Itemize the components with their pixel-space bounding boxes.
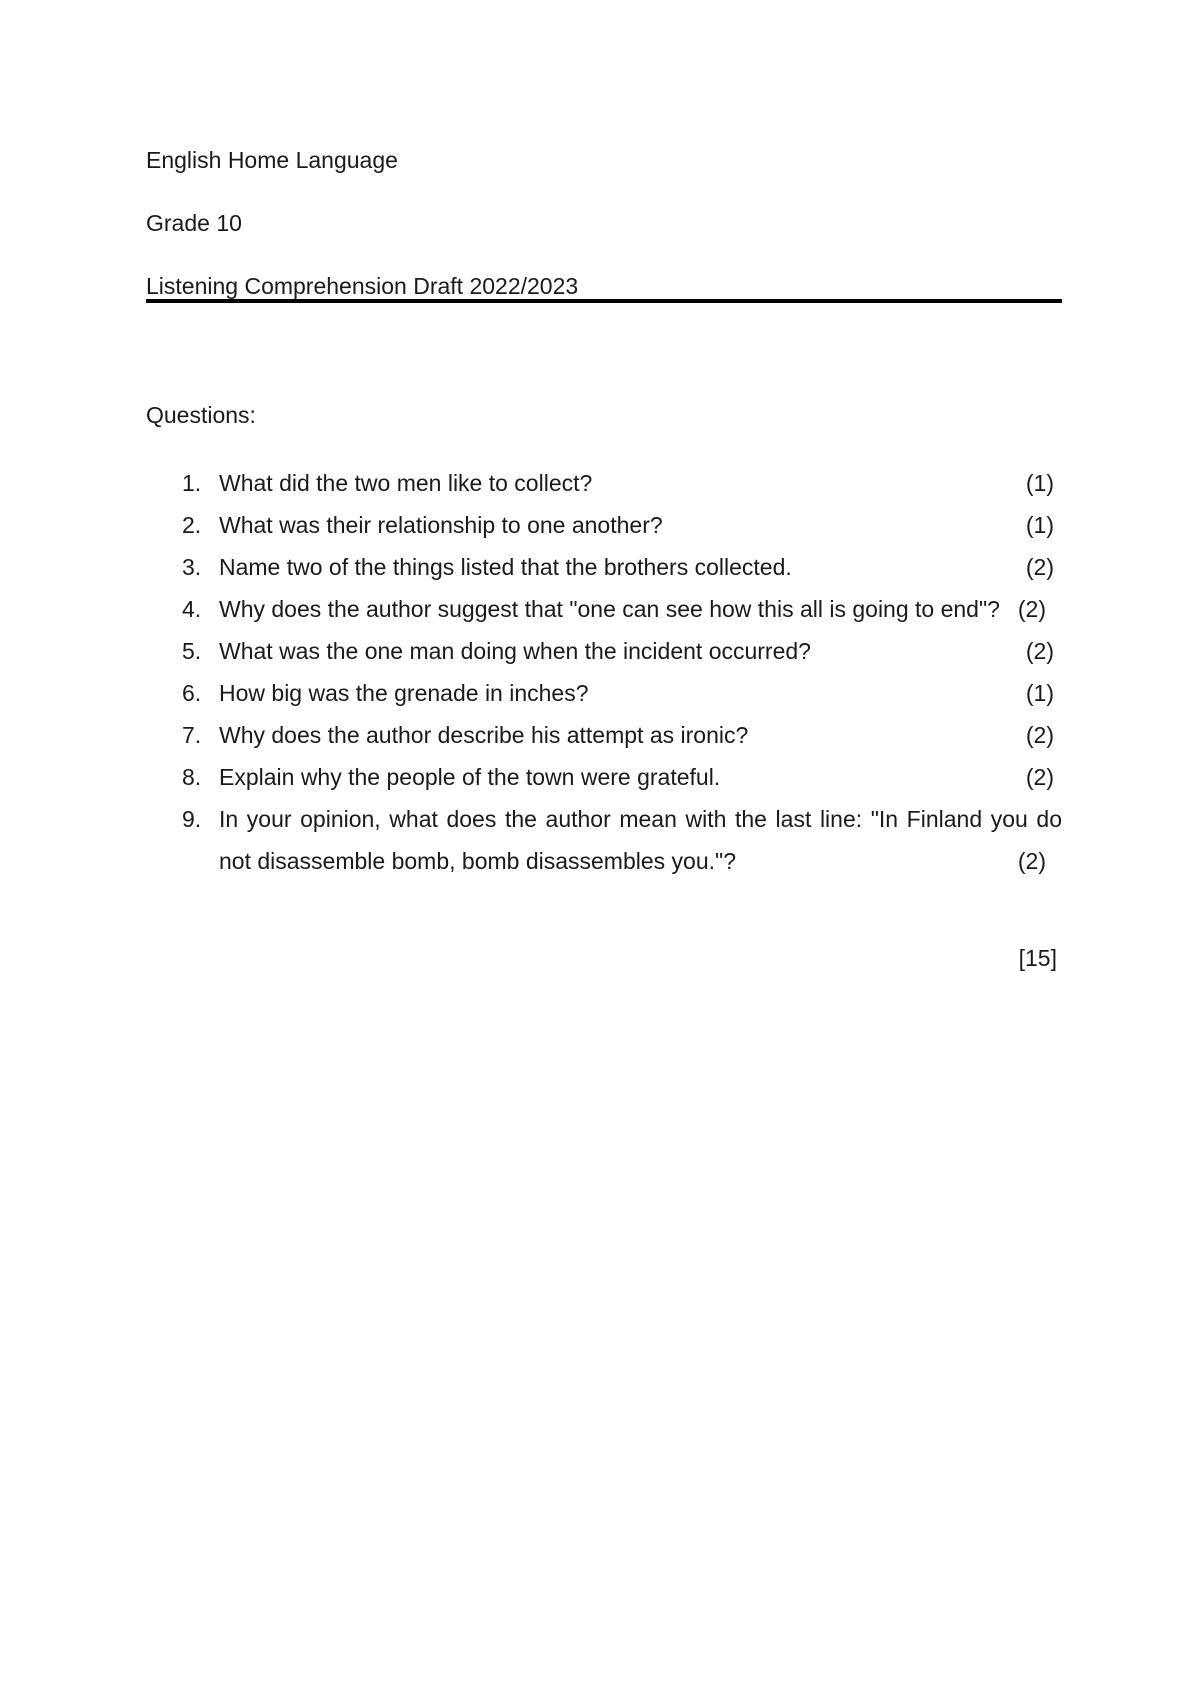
question-text: Name two of the things listed that the brothers collected. [219, 554, 792, 580]
question-mark: (2) [1025, 638, 1054, 664]
question-number: 4. [182, 596, 202, 622]
question-mark: (1) [1025, 512, 1054, 538]
question-text: Why does the author describe his attempt as ironic? [219, 722, 749, 748]
question-text-wrap [219, 714, 1062, 756]
subject-line: English Home Language [146, 147, 398, 173]
question-mark: (2) [1025, 764, 1054, 790]
total-marks: [15] [1018, 945, 1057, 971]
question-text: What did the two men like to collect? [219, 470, 593, 496]
question-item [146, 588, 1062, 630]
questions-heading: Questions: [146, 402, 256, 428]
question-text: How big was the grenade in inches? [219, 680, 589, 706]
question-number: 1. [182, 470, 202, 496]
question-mark: (2) [1017, 596, 1046, 622]
question-number: 5. [182, 638, 202, 664]
question-text: What was their relationship to one another? [219, 512, 663, 538]
question-item [146, 672, 1062, 714]
question-text-wrap [219, 672, 1062, 714]
question-list [146, 462, 1062, 882]
grade-line: Grade 10 [146, 210, 242, 236]
question-mark: (2) [1025, 554, 1054, 580]
question-mark: (2) [1025, 722, 1054, 748]
question-text: What was the one man doing when the incident occurred? [219, 638, 811, 664]
question-mark: (1) [1025, 680, 1054, 706]
question-item [146, 756, 1062, 798]
document-page [146, 0, 1062, 1698]
question-text-wrap [219, 630, 1062, 672]
question-mark: (2) [1017, 848, 1046, 874]
question-number: 3. [182, 554, 202, 580]
question-text: Why does the author suggest that "one can see how this all is going to end"? [219, 596, 1000, 622]
question-number: 8. [182, 764, 202, 790]
question-text: In your opinion, what does the author mean with the last line: "In Finland you do not disassemble bomb, bomb disassembles you."? [219, 806, 1062, 874]
question-number: 6. [182, 680, 202, 706]
question-text: Explain why the people of the town were grateful. [219, 764, 721, 790]
question-text-wrap [219, 504, 1062, 546]
question-item [146, 798, 1062, 882]
question-item [146, 504, 1062, 546]
question-text-wrap [219, 756, 1062, 798]
question-item [146, 630, 1062, 672]
document-title: Listening Comprehension Draft 2022/2023 [146, 273, 579, 299]
question-text-wrap [219, 546, 1062, 588]
question-number: 2. [182, 512, 202, 538]
question-number: 9. [182, 806, 202, 832]
question-item [146, 462, 1062, 504]
question-number: 7. [182, 722, 202, 748]
header-rule [146, 299, 1062, 303]
question-text-wrap [219, 462, 1062, 504]
question-item [146, 546, 1062, 588]
question-item [146, 714, 1062, 756]
question-mark: (1) [1025, 470, 1054, 496]
